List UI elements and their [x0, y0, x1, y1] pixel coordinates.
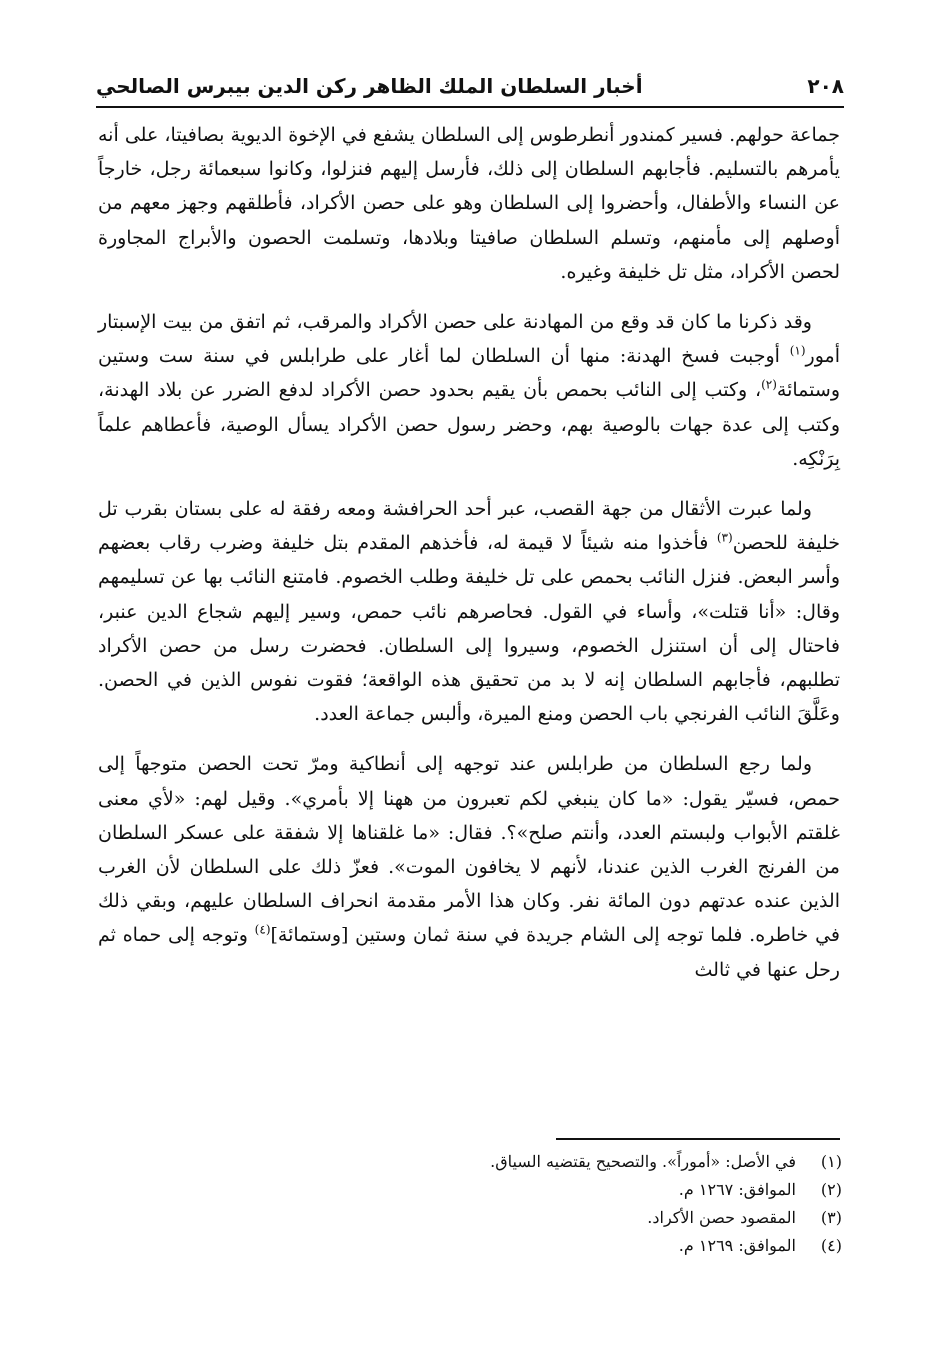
- paragraph-2-part-b: أوجبت فسخ الهدنة: منها أن السلطان لما أغار على طرابلس في سنة ست وستين وستمائة: [98, 345, 840, 402]
- paragraph-4: [98, 747, 840, 986]
- footnote-text: الموافق: ١٢٦٧ م.: [678, 1180, 796, 1199]
- paragraph-2: [98, 305, 840, 476]
- footnote-number: (٤): [820, 1236, 842, 1255]
- footnote-1: [98, 1148, 842, 1176]
- footnote-ref-4: (٤): [254, 923, 271, 938]
- footnote-2: [98, 1176, 842, 1204]
- paragraph-2-part-c: ، وكتب إلى النائب بحمص بأن يقيم بحدود حصن الأكراد لدفع الضرر عن بلاد الهدنة، وكتب إلى عدة جهات بالوصية بهم، وحضر رسول حصن الأكراد يسأل الوصية، فأعطاهم علماً بِرَنْكِه.: [98, 379, 840, 470]
- footnote-rule: [556, 1138, 840, 1140]
- footnote-text: في الأصل: «أموراً». والتصحيح يقتضيه السياق.: [490, 1152, 796, 1171]
- main-text: [98, 118, 840, 1003]
- footnote-ref-1: (١): [789, 343, 806, 358]
- footnote-3: [98, 1204, 842, 1232]
- footnote-text: المقصود حصن الأكراد.: [647, 1208, 796, 1227]
- footnote-number: (٢): [820, 1180, 842, 1199]
- running-head: [96, 66, 844, 106]
- paragraph-4-part-b: وتوجه إلى حماه ثم رحل عنها في ثالث: [98, 924, 840, 981]
- paragraph-3-part-a: ولما عبرت الأثقال من جهة القصب، عبر أحد الحرافشة ومعه رفقة له على بستان بقرب تل خليفة للحصن: [98, 498, 841, 555]
- footnote-4: [98, 1232, 842, 1260]
- footnote-text: الموافق: ١٢٦٩ م.: [678, 1236, 796, 1255]
- paragraph-3-part-b: فأخذوا منه شيئاً لا قيمة له، فأخذهم المقدم بتل خليفة وضرب رقاب بعضهم وأسر البعض. فنزل النائب بحمص على تل خليفة وطلب الخصوم. فامتنع النائب بها عن تسليمهم وقال: «أنا قتلت»، وأساء في القول. فحاصرهم نائب حمص، وسير إليهم شجاع الدين عنبر، فاحتال إلى أن استنزل الخصوم، وسيروا إلى السلطان. فحضرت رسل من حصن الأكراد تطلبهم، فأجابهم السلطان إنه لا بد من تحقيق هذه الواقعة؛ فقوت نفوس الذين في الحصن. وعَلَّقَ النائب الفرنجي باب الحصن ومنع الميرة، وألبس جماعة العدد.: [98, 532, 840, 726]
- page-number: ٢٠٨: [807, 74, 844, 98]
- footnote-number: (١): [820, 1152, 842, 1171]
- paragraph-1: جماعة حولهم. فسير كمندور أنطرطوس إلى السلطان يشفع في الإخوة الديوية بصافيتا، على أنه يأمرهم بالتسليم. فأجابهم السلطان إلى ذلك، فأرسل إليهم فنزلوا، وكانوا سبعمائة رجل، خارجاً عن النساء والأطفال، وأحضروا إلى السلطان وهو على حصن الأكراد، فأطلقهم وجهز معهم من أوصلهم إلى مأمنهم، وتسلم السلطان صافيتا وبلادها، وتسلمت الحصون والأبراج المجاورة لحصن الأكراد، مثل تل خليفة وغيره.: [98, 124, 840, 283]
- footnote-ref-2: (٢): [761, 378, 777, 393]
- footnote-ref-3: (٣): [716, 530, 733, 545]
- paragraph-2-part-a: وقد ذكرنا ما كان قد وقع من المهادنة على حصن الأكراد والمرقب، ثم اتفق من بيت الإسبتار أمور: [98, 311, 840, 368]
- paragraph-3: [98, 492, 840, 731]
- paragraph-4-part-a: ولما رجع السلطان من طرابلس عند توجهه إلى أنطاكية ومرّ تحت الحصن متوجهاً إلى حمص، فسيّر يقول: «ما كان ينبغي لكم تعبرون من ههنا إلا بأمري». وقيل لهم: «لأي معنى غلقتم الأبواب ولبستم العدد، وأنتم صلح»؟. فقال: «ما غلقناها إلا شفقة على عسكر السلطان من الفرنج الغرب الذين عندنا، لأنهم لا يخافون الموت». فعزّ ذلك على السلطان لأن الغرب الذين عنده عدتهم دون المائة نفر. وكان هذا الأمر مقدمة انحراف السلطان عليهم، وبقي ذلك في خاطره. فلما توجه إلى الشام جريدة في سنة ثمان وستين [وستمائة]: [98, 753, 840, 947]
- running-title: أخبار السلطان الملك الظاهر ركن الدين بيبرس الصالحي: [96, 74, 643, 98]
- footnote-number: (٣): [820, 1208, 842, 1227]
- footnotes: [98, 1148, 842, 1260]
- header-rule: [96, 106, 844, 108]
